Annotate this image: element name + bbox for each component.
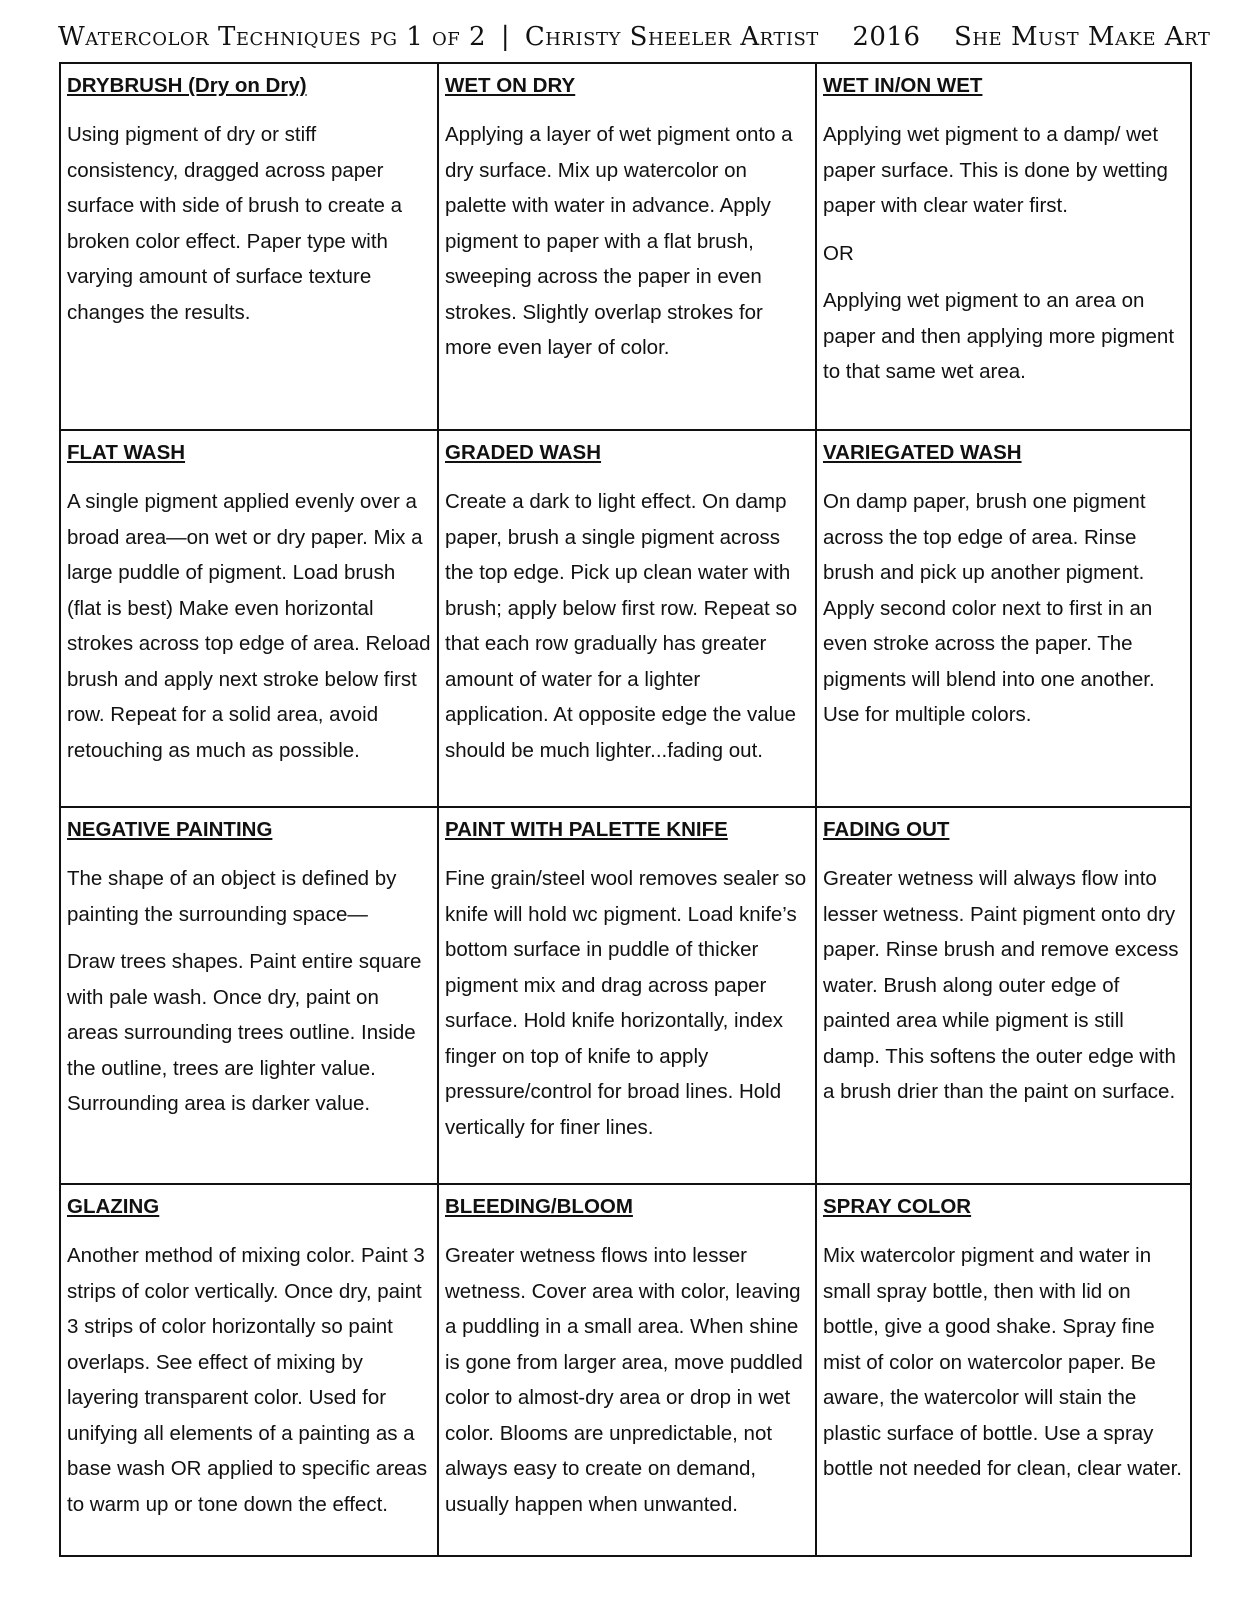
document-title: Watercolor Techniques pg 1 of 2 <box>58 22 487 52</box>
technique-description: Fine grain/steel wool removes sealer so knife will hold wc pigment. Load knife’s bottom surface in puddle of thicker pigment mix and drag across paper surface. Hold knife horizontally, index finger on top of knife to apply pressure/control for broad lines. Hold vertically for finer lines. <box>445 867 807 1139</box>
header-separator: | <box>500 22 511 52</box>
technique-description: A single pigment applied evenly over a broad area—on wet or dry paper. Mix a large puddle of pigment. Load brush (flat is best) Make even horizontal strokes across top edge of area. Reload brush and apply next stroke below first row. Repeat for a solid area, avoid retouching as much as possible. <box>67 490 431 762</box>
technique-cell-glazing <box>61 1185 439 1555</box>
technique-description: Applying wet pigment to an area on paper and then applying more pigment to that same wet area. <box>823 289 1175 383</box>
year: 2016 <box>852 22 921 52</box>
technique-title: SPRAY COLOR <box>823 1195 972 1218</box>
technique-title: NEGATIVE PAINTING <box>67 818 273 841</box>
technique-cell-negative-painting <box>61 808 439 1185</box>
technique-cell-graded-wash <box>439 431 817 808</box>
technique-description: Greater wetness flows into lesser wetness. Cover area with color, leaving a puddling in a small area. When shine is gone from larger area, move puddled color to almost-dry area or drop in wet color. Blooms are unpredictable, not always easy to create on demand, usually happen when unwanted. <box>445 1244 803 1516</box>
technique-cell-spray-color <box>817 1185 1190 1555</box>
technique-description: Greater wetness will always flow into lesser wetness. Paint pigment onto dry paper. Rinse brush and remove excess water. Brush along outer edge of painted area while pigment is still damp. This softens the outer edge with a brush drier than the paint on surface. <box>823 867 1179 1103</box>
technique-description: Draw trees shapes. Paint entire square with pale wash. Once dry, paint on areas surrounding trees outline. Inside the outline, trees are lighter value. Surrounding area is darker value. <box>67 950 422 1115</box>
technique-description: Applying wet pigment to a damp/ wet paper surface. This is done by wetting paper with clear water first. <box>823 123 1168 217</box>
technique-description: Applying a layer of wet pigment onto a dry surface. Mix up watercolor on palette with water in advance. Apply pigment to paper with a flat brush, sweeping across the paper in even strokes. Slightly overlap strokes for more even layer of color. <box>445 123 793 359</box>
page-header <box>58 22 1211 58</box>
artist-name: Christy Sheeler Artist <box>524 22 819 52</box>
brand-name: She Must Make Art <box>954 22 1211 52</box>
technique-title: BLEEDING/BLOOM <box>445 1195 633 1218</box>
technique-cell-fading-out <box>817 808 1190 1185</box>
technique-description-or: OR <box>823 241 854 265</box>
technique-cell-wet-on-dry <box>439 64 817 431</box>
technique-cell-bleeding-bloom <box>439 1185 817 1555</box>
technique-cell-wet-in-on-wet <box>817 64 1190 431</box>
technique-title: GRADED WASH <box>445 441 602 464</box>
technique-description: On damp paper, brush one pigment across the top edge of area. Rinse brush and pick up another pigment. Apply second color next to first in an even stroke across the paper. The pigments will blend into one another. Use for multiple colors. <box>823 490 1155 726</box>
technique-cell-drybrush <box>61 64 439 431</box>
technique-title: FADING OUT <box>823 818 950 841</box>
technique-cell-flat-wash <box>61 431 439 808</box>
technique-description: Another method of mixing color. Paint 3 strips of color vertically. Once dry, paint 3 strips of color horizontally so paint overlaps. See effect of mixing by layering transparent color. Used for unifying all elements of a painting as a base wash OR applied to specific areas to warm up or tone down the effect. <box>67 1244 428 1516</box>
technique-description: Using pigment of dry or stiff consistency, dragged across paper surface with side of brush to create a broken color effect. Paper type with varying amount of surface texture changes the results. <box>67 123 403 324</box>
technique-title: PAINT WITH PALETTE KNIFE <box>445 818 728 841</box>
technique-title: WET IN/ON WET <box>823 74 983 97</box>
technique-description: Mix watercolor pigment and water in small spray bottle, then with lid on bottle, give a good shake. Spray fine mist of color on watercolor paper. Be aware, the watercolor will stain the plastic surface of bottle. Use a spray bottle not needed for clean, clear water. <box>823 1244 1182 1480</box>
technique-cell-variegated-wash <box>817 431 1190 808</box>
technique-title: FLAT WASH <box>67 441 186 464</box>
technique-title: VARIEGATED WASH <box>823 441 1022 464</box>
technique-title: GLAZING <box>67 1195 160 1218</box>
technique-description: The shape of an object is defined by painting the surrounding space— <box>67 867 397 926</box>
technique-cell-palette-knife <box>439 808 817 1185</box>
technique-title: WET ON DRY <box>445 74 576 97</box>
technique-title: DRYBRUSH (Dry on Dry) <box>67 74 307 97</box>
technique-description: Create a dark to light effect. On damp paper, brush a single pigment across the top edge. Pick up clean water with brush; apply below first row. Repeat so that each row gradually has greater amount of water for a lighter application. At opposite edge the value should be much lighter...fading out. <box>445 490 798 762</box>
techniques-table <box>59 62 1192 1557</box>
